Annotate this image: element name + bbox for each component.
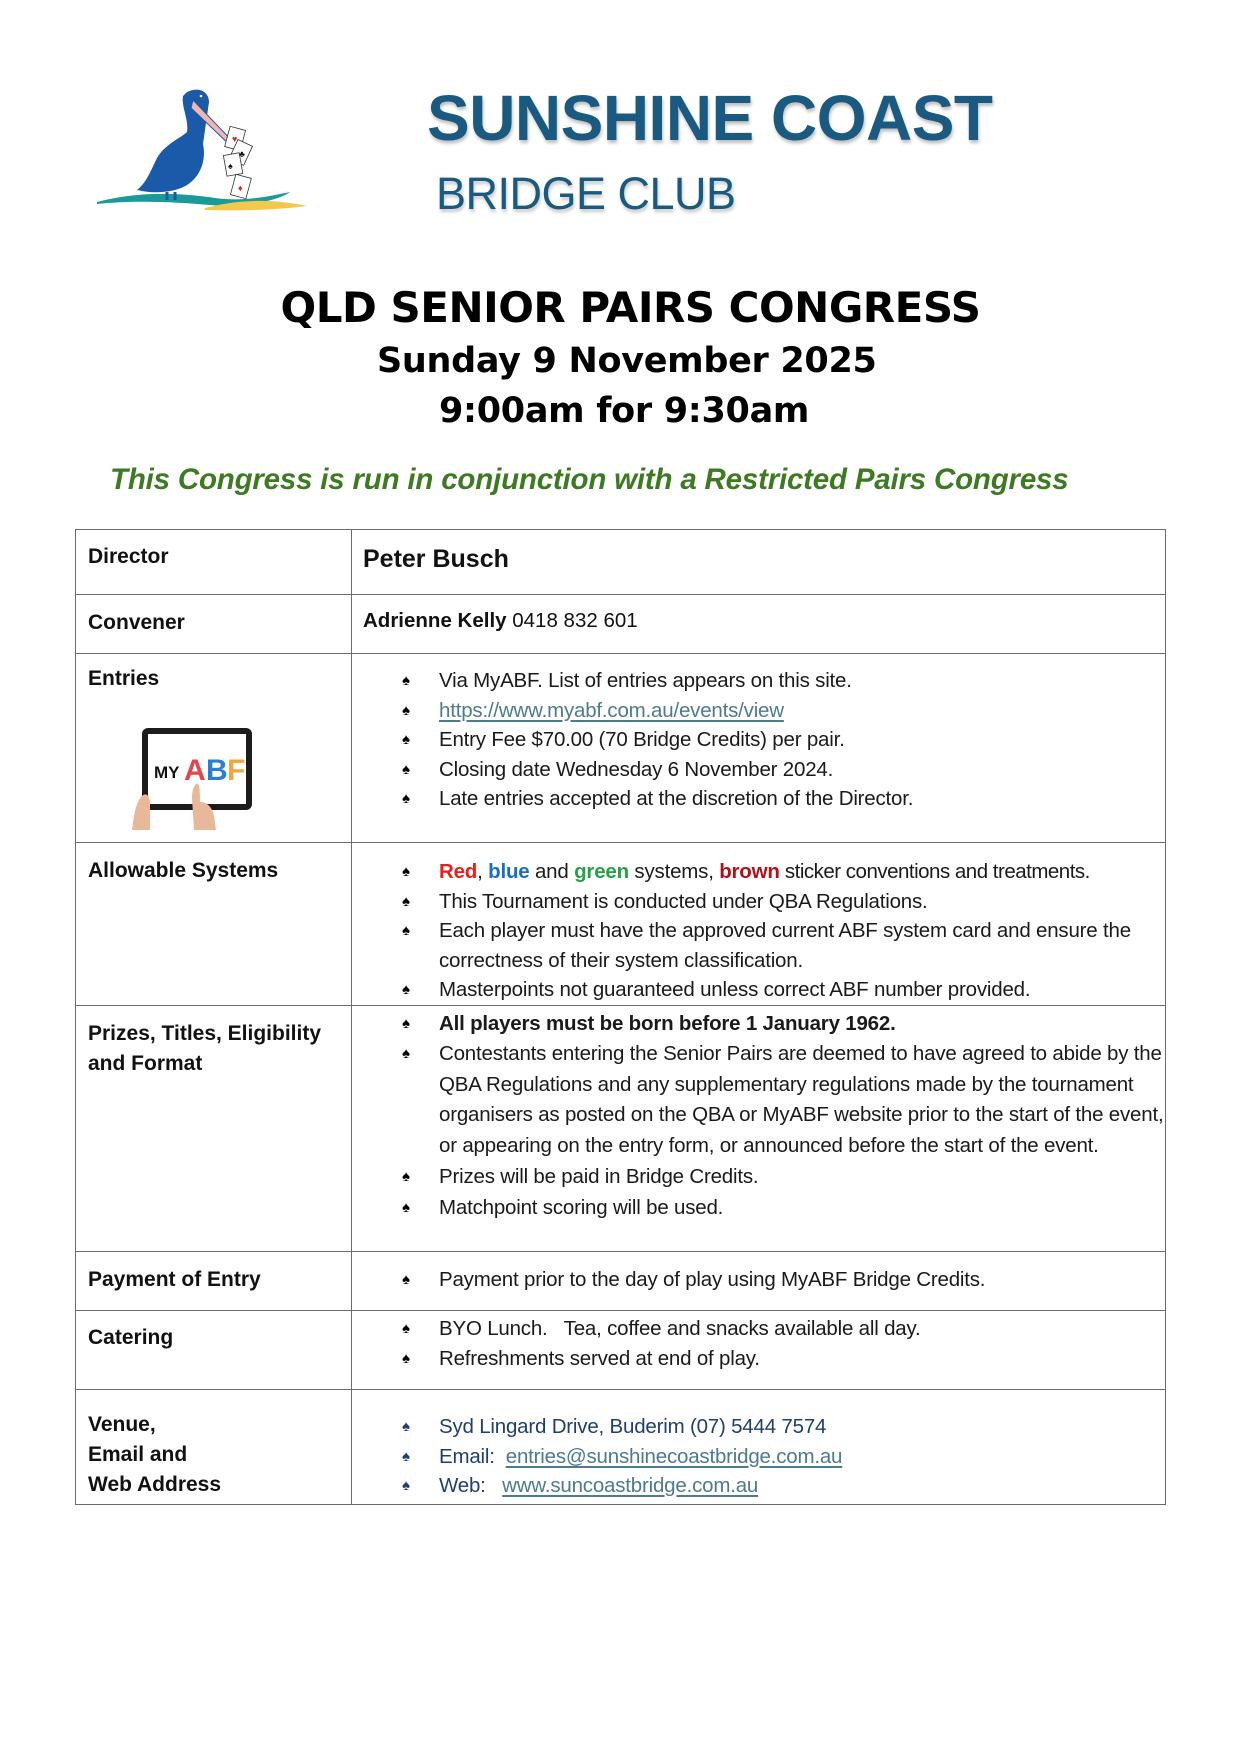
convener-name: Adrienne Kelly: [363, 609, 507, 632]
spade-bullet-icon: ♠: [402, 1320, 410, 1337]
venue-list: [352, 1412, 1165, 1501]
svg-text:♦: ♦: [238, 183, 243, 193]
club-logo-pelican-icon: [95, 84, 310, 219]
myabf-events-link[interactable]: https://www.myabf.com.au/events/view: [439, 698, 784, 722]
payment-label: Payment of Entry: [88, 1268, 261, 1291]
list-item: ♠ Contestants entering the Senior Pairs are deemed to have agreed to abide by the QBA Regulations and any supplementary regulations made by the tournament organisers as posted on the QBA or MyABF website prior to the start of the event, or appearing on the entry form, or announced before the start of the event.: [402, 1039, 1165, 1161]
spade-bullet-icon: ♠: [402, 892, 410, 910]
svg-text:♣: ♣: [239, 149, 245, 159]
table-row-venue: [76, 1390, 1166, 1505]
table-row-systems: [76, 843, 1166, 1006]
list-item: ♠ Refreshments served at end of play.: [402, 1344, 1165, 1374]
list-item: ♠ Web: www.suncoastbridge.com.au: [402, 1471, 1165, 1501]
conjunction-note: This Congress is run in conjunction with a Restricted Pairs Congress: [110, 463, 1069, 496]
entries-list: [352, 666, 1165, 814]
table-row-catering: [76, 1311, 1166, 1390]
spade-bullet-icon: ♠: [402, 1477, 410, 1494]
convener-label: Convener: [88, 611, 185, 634]
director-value: Peter Busch: [363, 545, 509, 573]
spade-bullet-icon: ♠: [402, 672, 410, 689]
spade-bullet-icon: ♠: [402, 1349, 410, 1367]
spade-bullet-icon: ♠: [402, 1271, 410, 1288]
website-link[interactable]: www.suncoastbridge.com.au: [502, 1474, 759, 1497]
event-title: QLD SENIOR PAIRS CONGRESS: [280, 283, 981, 332]
list-item: ♠ Via MyABF. List of entries appears on this site.: [402, 666, 1165, 696]
spade-bullet-icon: ♠: [402, 731, 410, 748]
spade-bullet-icon: ♠: [402, 922, 410, 939]
prizes-label: Prizes, Titles, Eligibility and Format: [88, 1022, 322, 1075]
spade-bullet-icon: ♠: [402, 1199, 410, 1216]
table-row-entries: [76, 654, 1166, 843]
spade-bullet-icon: ♠: [402, 701, 410, 719]
spade-bullet-icon: ♠: [402, 863, 410, 880]
list-item: ♠ Masterpoints not guaranteed unless correct ABF number provided.: [402, 975, 1165, 1005]
list-item: ♠ Email: entries@sunshinecoastbridge.com.au: [402, 1442, 1165, 1472]
system-green: green: [574, 860, 629, 883]
director-label: Director: [88, 545, 169, 568]
event-time: 9:00am for 9:30am: [439, 391, 810, 431]
table-row-prizes: [76, 1006, 1166, 1252]
list-item: ♠ Red, blue and green systems, brown sticker conventions and treatments.: [402, 857, 1165, 887]
systems-label: Allowable Systems: [88, 859, 279, 882]
table-row-payment: [76, 1252, 1166, 1311]
spade-bullet-icon: ♠: [402, 1168, 410, 1185]
spade-bullet-icon: ♠: [402, 1045, 410, 1062]
catering-list: [352, 1314, 1165, 1373]
email-link[interactable]: entries@sunshinecoastbridge.com.au: [505, 1444, 843, 1468]
club-subtitle: BRIDGE CLUB: [436, 168, 736, 219]
catering-label: Catering: [88, 1326, 174, 1349]
system-brown: brown: [719, 860, 780, 883]
list-item: ♠ Entry Fee $70.00 (70 Bridge Credits) per pair.: [402, 725, 1165, 755]
spade-bullet-icon: ♠: [402, 1447, 410, 1465]
spade-bullet-icon: ♠: [402, 760, 410, 778]
list-item: ♠ Prizes will be paid in Bridge Credits.: [402, 1161, 1165, 1192]
entries-label: Entries: [88, 667, 160, 690]
convener-value: [352, 595, 1165, 635]
myabf-f-text: F: [227, 754, 246, 787]
spade-bullet-icon: ♠: [402, 790, 410, 807]
myabf-a-text: A: [184, 754, 206, 787]
systems-list: [352, 857, 1165, 1005]
list-item: [402, 1412, 1165, 1442]
spade-bullet-icon: ♠: [402, 1015, 410, 1032]
spade-bullet-icon: ♠: [402, 981, 410, 998]
club-name: SUNSHINE COAST: [427, 82, 993, 154]
system-red: Red: [439, 860, 478, 883]
list-item: ♠ BYO Lunch. Tea, coffee and snacks available all day.: [402, 1314, 1165, 1344]
venue-label: Venue, Email and Web Address: [88, 1413, 222, 1496]
spade-bullet-icon: ♠: [402, 1418, 410, 1435]
system-blue: blue: [488, 860, 530, 883]
list-item: [402, 696, 1165, 726]
event-info-table: [75, 529, 1166, 1505]
convener-phone: 0418 832 601: [512, 609, 638, 632]
list-item: ♠ Each player must have the approved current ABF system card and ensure the correctness of their system classification.: [402, 916, 1165, 975]
prizes-list: [352, 1008, 1165, 1223]
list-item: ♠ Closing date Wednesday 6 November 2024.: [402, 755, 1165, 785]
table-row-director: [76, 530, 1166, 595]
venue-address: Syd Lingard Drive, Buderim (07) 5444 7574: [439, 1415, 827, 1438]
list-item: ♠ Payment prior to the day of play using MyABF Bridge Credits.: [402, 1265, 1165, 1295]
svg-text:♠: ♠: [228, 161, 233, 171]
list-item: ♠ All players must be born before 1 January 1962.: [402, 1008, 1165, 1039]
list-item: ♠ This Tournament is conducted under QBA Regulations.: [402, 887, 1165, 917]
myabf-my-text: MY: [154, 763, 180, 782]
svg-text:♥: ♥: [232, 134, 238, 144]
event-date: Sunday 9 November 2025: [377, 341, 877, 381]
myabf-tablet-icon: [132, 726, 252, 831]
table-row-convener: [76, 595, 1166, 654]
list-item: ♠ Matchpoint scoring will be used.: [402, 1192, 1165, 1223]
myabf-b-text: B: [206, 754, 228, 787]
list-item: ♠ Late entries accepted at the discretion of the Director.: [402, 784, 1165, 814]
payment-list: [352, 1265, 1165, 1295]
